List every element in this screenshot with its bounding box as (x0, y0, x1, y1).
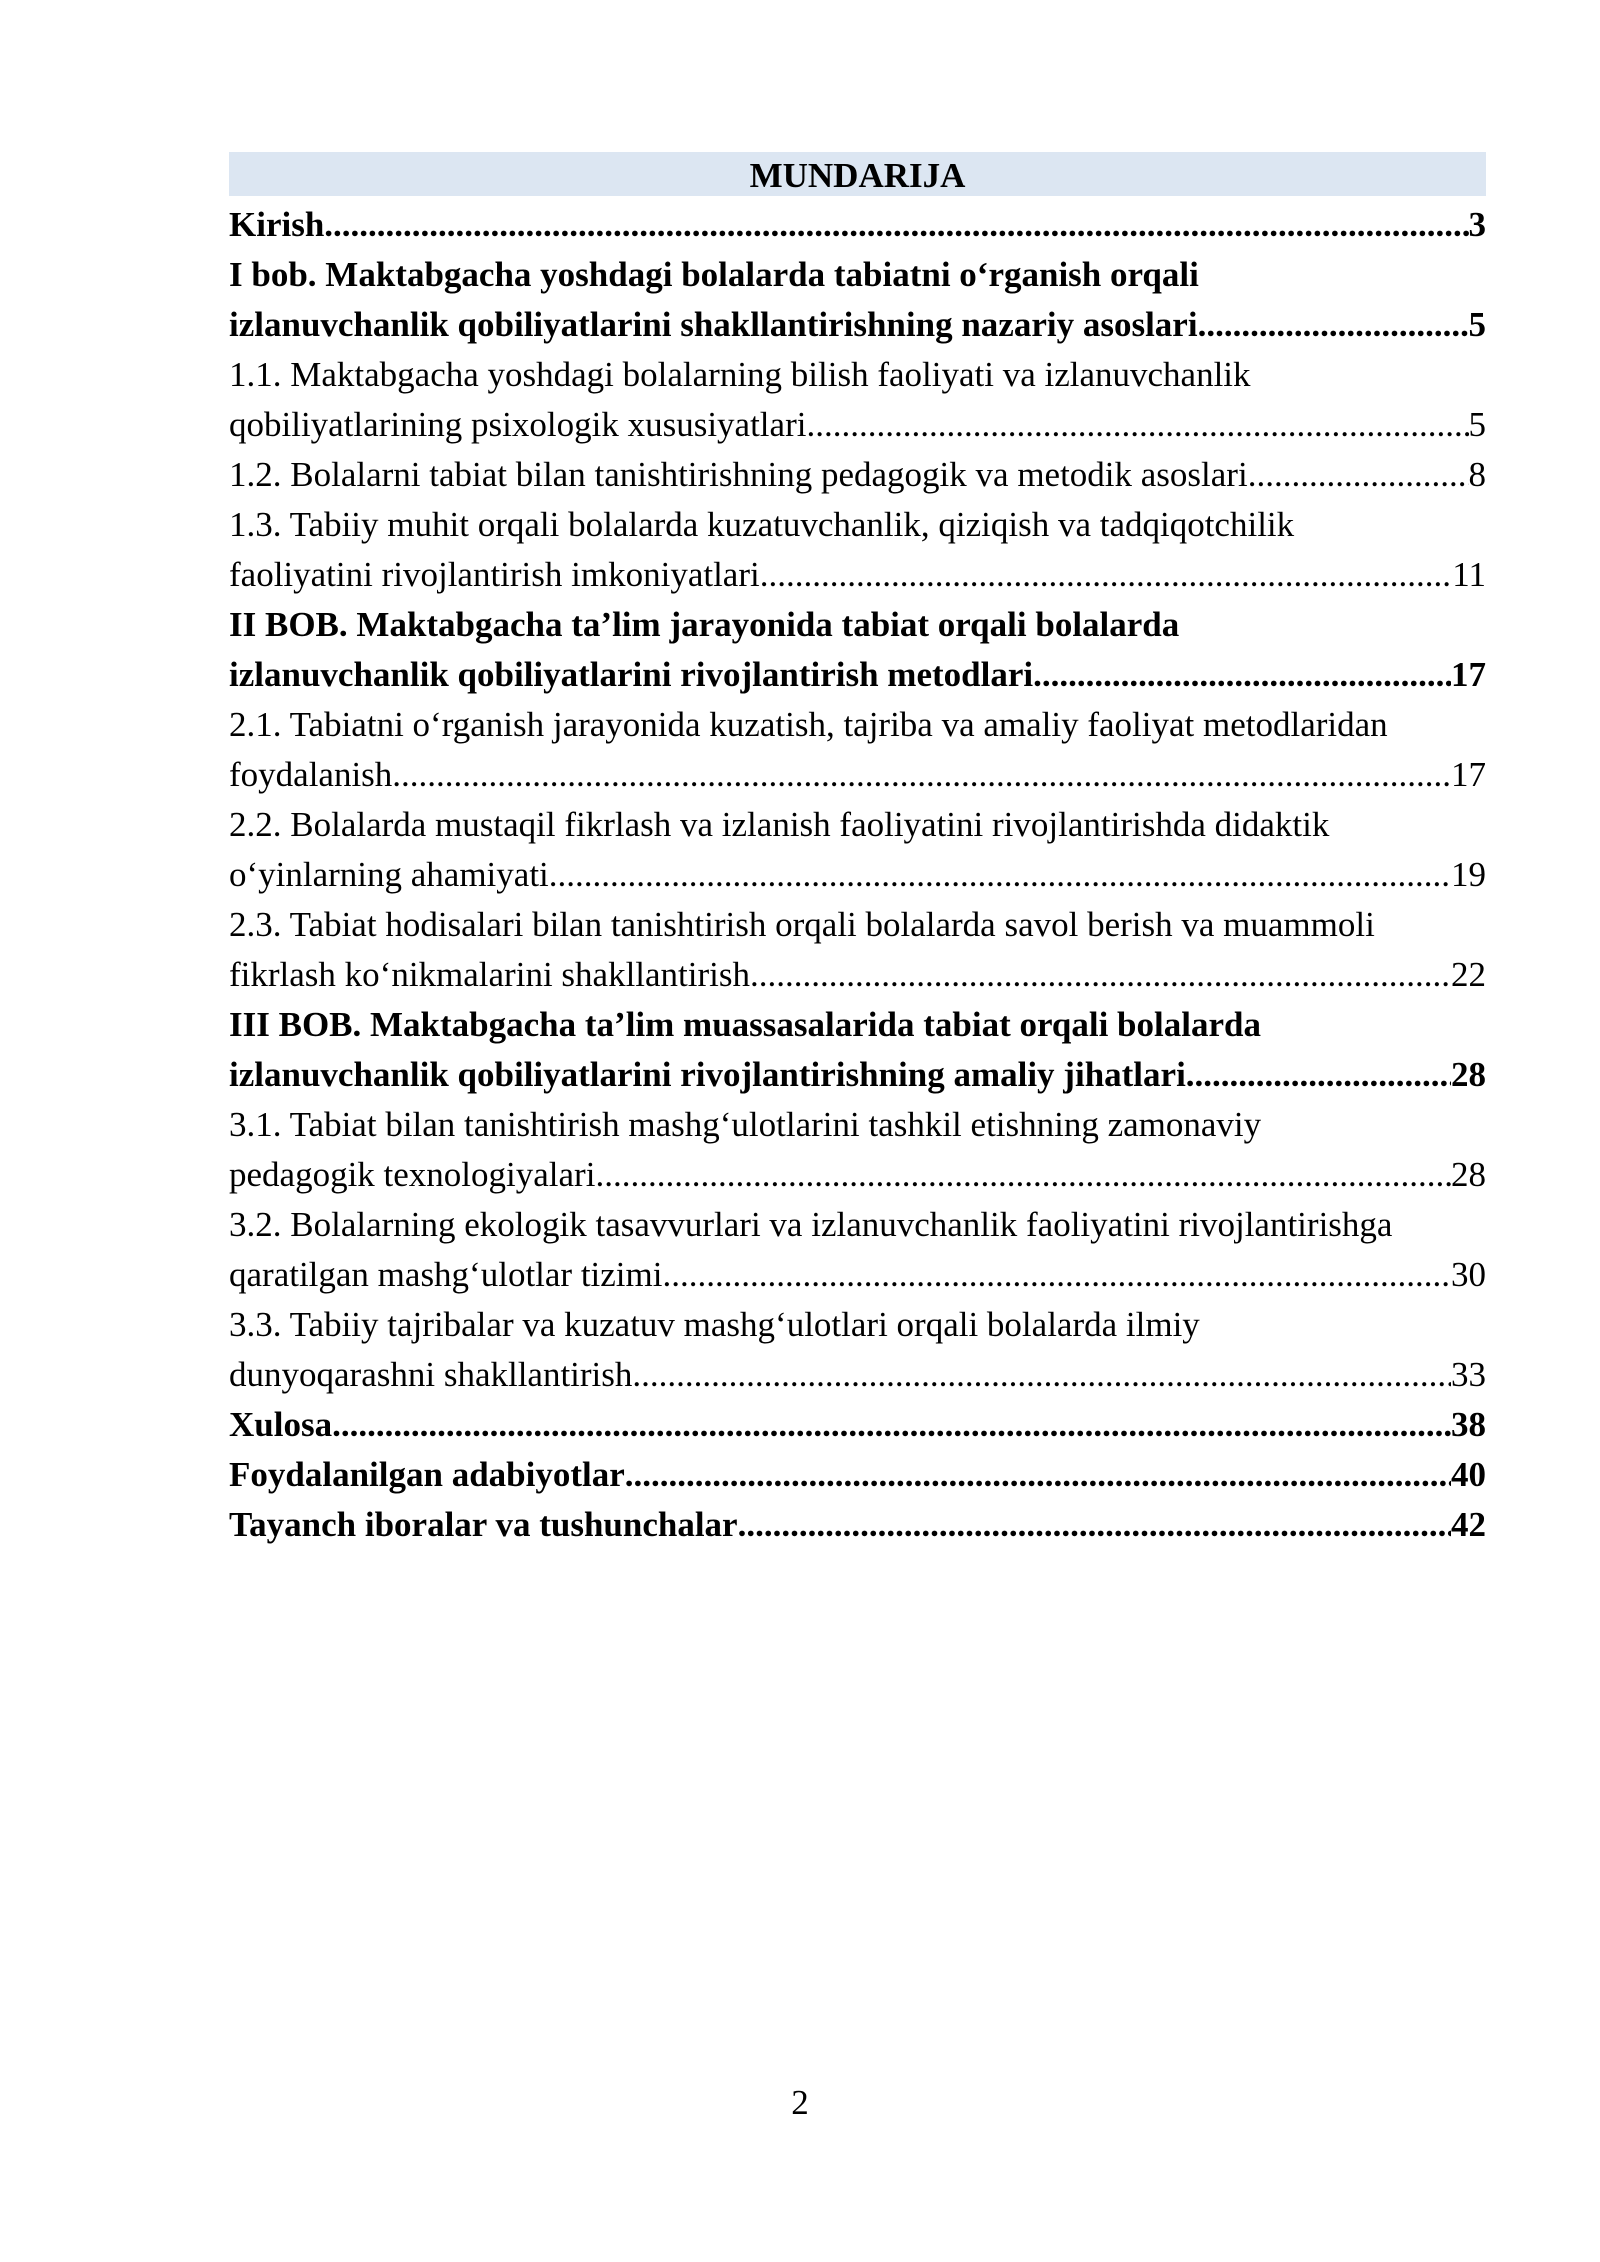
toc-entry-row (229, 1450, 1486, 1500)
toc-page-number: 28 (1451, 1155, 1486, 1194)
dot-leader (1248, 450, 1469, 500)
toc-entry-row (229, 1250, 1486, 1300)
dot-leader (760, 550, 1453, 600)
toc-page-number: 40 (1451, 1455, 1486, 1494)
toc-entry-row (229, 650, 1486, 700)
toc-list (229, 200, 1486, 1550)
dot-leader (549, 850, 1451, 900)
toc-entry-row (229, 1500, 1486, 1550)
toc-entry-row (229, 1350, 1486, 1400)
toc-entry[interactable] (229, 1300, 1486, 1400)
toc-entry[interactable] (229, 1200, 1486, 1300)
toc-entry-text: izlanuvchanlik qobiliyatlarini rivojlantirishning amaliy jihatlari (229, 1055, 1186, 1094)
toc-entry-row (229, 300, 1486, 350)
toc-page-number: 28 (1451, 1055, 1486, 1094)
toc-entry-text: II BOB. Maktabgacha ta’lim jarayonida tabiat orqali bolalarda (229, 605, 1180, 644)
toc-entry-text: 1.1. Maktabgacha yoshdagi bolalarning bilish faoliyati va izlanuvchanlik (229, 355, 1251, 394)
toc-entry[interactable] (229, 700, 1486, 800)
dot-leader (392, 750, 1451, 800)
toc-entry-row (229, 850, 1486, 900)
toc-entry[interactable] (229, 500, 1486, 600)
toc-entry[interactable] (229, 250, 1486, 350)
toc-entry-text: Kirish (229, 205, 325, 244)
toc-page-number: 5 (1468, 405, 1486, 444)
dot-leader (1033, 650, 1451, 700)
toc-title: MUNDARIJA (229, 152, 1486, 196)
page-number: 2 (791, 2083, 809, 2122)
toc-entry-text: fikrlash ko‘nikmalarini shakllantirish (229, 955, 751, 994)
dot-leader (595, 1150, 1451, 1200)
toc-entry-text: faoliyatini rivojlantirish imkoniyatlari (229, 555, 760, 594)
toc-entry[interactable] (229, 800, 1486, 900)
toc-page-number: 19 (1451, 855, 1486, 894)
toc-entry-text: dunyoqarashni shakllantirish (229, 1355, 633, 1394)
toc-entry-text: Xulosa (229, 1405, 333, 1444)
toc-entry-text: 3.3. Tabiiy tajribalar va kuzatuv mashg‘ulotlari orqali bolalarda ilmiy (229, 1305, 1200, 1344)
toc-page-number: 8 (1468, 455, 1486, 494)
dot-leader (750, 950, 1451, 1000)
toc-entry-text: qaratilgan mashg‘ulotlar tizimi (229, 1255, 663, 1294)
toc-entry[interactable] (229, 1000, 1486, 1100)
toc-page-number: 42 (1451, 1505, 1486, 1544)
toc-entry-text: 2.2. Bolalarda mustaqil fikrlash va izlanish faoliyatini rivojlantirishda didaktik (229, 805, 1330, 844)
toc-entry[interactable] (229, 200, 1486, 250)
toc-entry-text: 2.1. Tabiatni o‘rganish jarayonida kuzatish, tajriba va amaliy faoliyat metodlaridan (229, 705, 1388, 744)
dot-leader (806, 400, 1468, 450)
toc-entry-text: 2.3. Tabiat hodisalari bilan tanishtirish orqali bolalarda savol berish va muammoli (229, 905, 1375, 944)
toc-entry-text: Foydalanilgan adabiyotlar (229, 1455, 625, 1494)
toc-entry[interactable] (229, 1100, 1486, 1200)
toc-entry[interactable] (229, 600, 1486, 700)
toc-entry[interactable] (229, 1400, 1486, 1450)
dot-leader (632, 1350, 1451, 1400)
toc-entry-row (229, 450, 1486, 500)
toc-entry-text: 3.1. Tabiat bilan tanishtirish mashg‘ulotlarini tashkil etishning zamonaviy (229, 1105, 1262, 1144)
toc-entry[interactable] (229, 1450, 1486, 1500)
toc-entry-row (229, 950, 1486, 1000)
toc-page-number: 11 (1452, 555, 1486, 594)
toc-entry-row (229, 1050, 1486, 1100)
toc-entry-text: o‘yinlarning ahamiyati (229, 855, 549, 894)
toc-entry-text: I bob. Maktabgacha yoshdagi bolalarda tabiatni o‘rganish orqali (229, 255, 1199, 294)
toc-entry-text: III BOB. Maktabgacha ta’lim muassasalarida tabiat orqali bolalarda (229, 1005, 1261, 1044)
toc-entry-text: qobiliyatlarining psixologik xususiyatlari (229, 405, 807, 444)
toc-entry-text: foydalanish (229, 755, 393, 794)
toc-page-number: 38 (1451, 1405, 1486, 1444)
toc-entry-text: pedagogik texnologiyalari (229, 1155, 596, 1194)
toc-entry-row (229, 750, 1486, 800)
toc-page-number: 17 (1451, 655, 1486, 694)
toc-page-number: 22 (1451, 955, 1486, 994)
dot-leader (1186, 1050, 1451, 1100)
toc-entry-row (229, 1400, 1486, 1450)
toc-entry-text: izlanuvchanlik qobiliyatlarini rivojlantirish metodlari (229, 655, 1034, 694)
toc-page-number: 17 (1451, 755, 1486, 794)
toc-entry-text: 1.3. Tabiiy muhit orqali bolalarda kuzatuvchanlik, qiziqish va tadqiqotchilik (229, 505, 1295, 544)
toc-entry-text: 3.2. Bolalarning ekologik tasavvurlari va izlanuvchanlik faoliyatini rivojlantirishga (229, 1205, 1393, 1244)
toc-entry-row (229, 400, 1486, 450)
toc-entry-row (229, 200, 1486, 250)
toc-page-number: 3 (1468, 205, 1486, 244)
toc-entry-text: izlanuvchanlik qobiliyatlarini shakllantirishning nazariy asoslari (229, 305, 1198, 344)
toc-entry[interactable] (229, 450, 1486, 500)
toc-entry-row (229, 550, 1486, 600)
toc-entry[interactable] (229, 350, 1486, 450)
toc-page-number: 30 (1451, 1255, 1486, 1294)
toc-page-number: 33 (1451, 1355, 1486, 1394)
toc-entry-row (229, 1150, 1486, 1200)
dot-leader (625, 1450, 1451, 1500)
toc-entry-text: 1.2. Bolalarni tabiat bilan tanishtirishning pedagogik va metodik asoslari (229, 455, 1248, 494)
dot-leader (662, 1250, 1451, 1300)
toc-entry[interactable] (229, 1500, 1486, 1550)
dot-leader (324, 200, 1468, 250)
dot-leader (332, 1400, 1451, 1450)
toc-page-number: 5 (1468, 305, 1486, 344)
table-of-contents (229, 152, 1486, 1550)
toc-entry[interactable] (229, 900, 1486, 1000)
toc-entry-text: Tayanch iboralar va tushunchalar (229, 1505, 738, 1544)
dot-leader (1198, 300, 1469, 350)
dot-leader (738, 1500, 1451, 1550)
